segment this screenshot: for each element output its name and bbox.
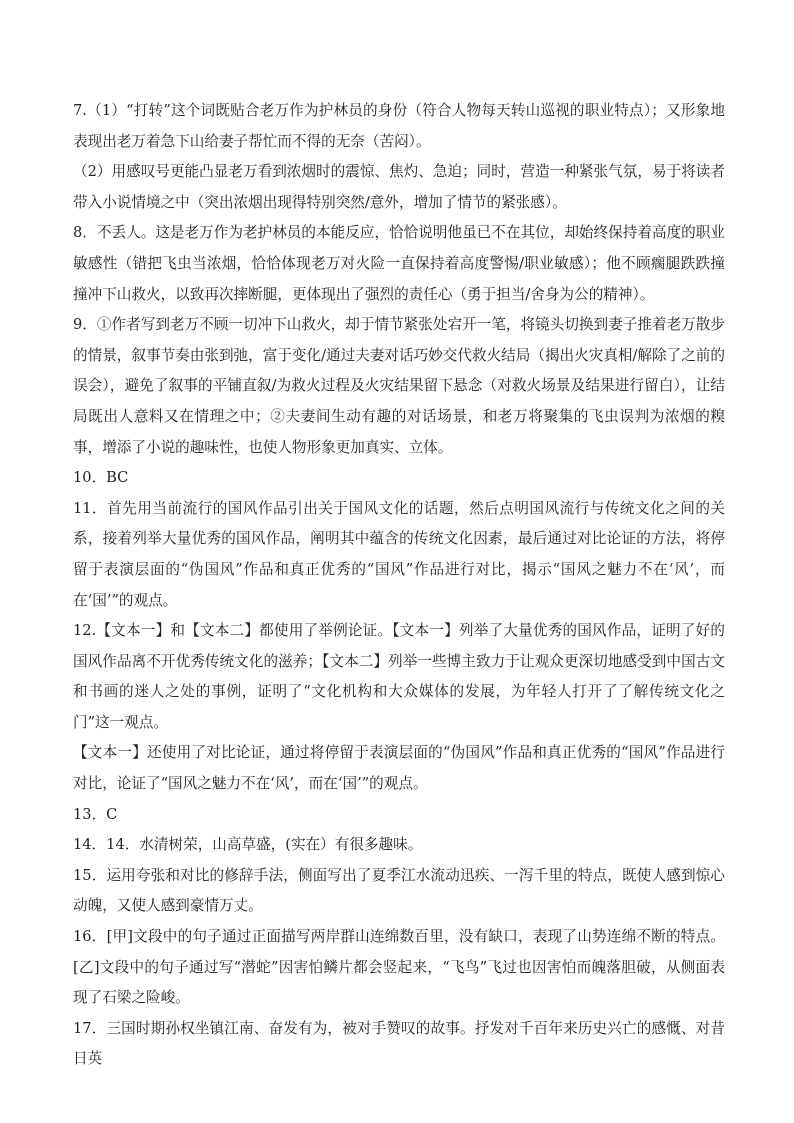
answer-q12-part2: 【文本一】还使用了对比论证，通过将停留于表演层面的“伪国风”作品和真正优秀的“国风”作品进行对比，论证了“国风之魅力不在‘风’，而在‘国’”的观点。 xyxy=(73,744,725,793)
answer-q11: 11．首先用当前流行的国风作品引出关于国风文化的话题，然后点明国风流行与传统文化之间的关系，接着列举大量优秀的国风作品，阐明其中蕴含的传统文化因素，最后通过对比论证的方法，将停留于表演层面的“伪国风”作品和真正优秀的“国风”作品进行对比，揭示“国风之魅力不在‘风’，而在‘国’”的观点。 xyxy=(73,499,725,609)
answer-q12-part1: 12.【文本一】和【文本二】都使用了举例论证。【文本一】列举了大量优秀的国风作品，证明了好的国风作品离不开优秀传统文化的滋养；【文本二】列举一些博主致力于让观众更深切地感受到中国古文和书画的迷人之处的事例，证明了“文化机构和大众媒体的发展，为年轻人打开了了解传统文化之门”这一观点。 xyxy=(73,622,725,731)
answer-q13: 13．C xyxy=(73,805,118,823)
answer-q9: 9．①作者写到老万不顾一切冲下山救火，却于情节紧张处宕开一笔，将镜头切换到妻子推着老万散步的情景，叙事节奏由张到弛，富于变化/通过夫妻对话巧妙交代救火结局（揭出火灾真相/解除了之前的误会），避免了叙事的平铺直叙/为救火过程及火灾结果留下悬念（对救火场景及结果进行留白），让结局既出人意料又在情理之中；②夫妻间生动有趣的对话场景，和老万将聚集的飞虫误判为浓烟的糗事，增添了小说的趣味性，也使人物形象更加真实、立体。 xyxy=(73,316,725,456)
answer-q7-part2: （2）用感叹号更能凸显老万看到浓烟时的震惊、焦灼、急迫；同时，营造一种紧张气氛，易于将读者带入小说情境之中（突出浓烟出现得特别突然/意外，增加了情节的紧张感）。 xyxy=(73,163,725,211)
answer-q17: 17．三国时期孙权坐镇江南、奋发有为，被对手赞叹的故事。抒发对千百年来历史兴亡的感慨、对昔日英 xyxy=(73,1019,725,1068)
answer-q7-part1: 7.（1）“打转”这个词既贴合老万作为护林员的身份（符合人物每天转山巡视的职业特点）；又形象地表现出老万着急下山给妻子帮忙而不得的无奈（苦闷）。 xyxy=(73,102,725,150)
answer-q15: 15．运用夸张和对比的修辞手法，侧面写出了夏季江水流动迅疾、一泻千里的特点，既使人感到惊心动魄，又使人感到豪情万丈。 xyxy=(73,866,725,915)
answer-document xyxy=(73,96,725,1075)
answer-q16: 16．[甲]文段中的句子通过正面描写两岸群山连绵数百里，没有缺口，表现了山势连绵不断的特点。[乙]文段中的句子通过写“潜蛇”因害怕鳞片都会竖起来，“飞鸟”飞过也因害怕而魄落胆破，从侧面表现了石梁之险峻。 xyxy=(73,928,725,1007)
answer-q10: 10．BC xyxy=(73,469,129,487)
answer-q8: 8．不丢人。这是老万作为老护林员的本能反应，恰恰说明他虽已不在其位，却始终保持着高度的职业敏感性（错把飞虫当浓烟，恰恰体现老万对火险一直保持着高度警惕/职业敏感）；他不顾瘸腿跌跌撞撞冲下山救火，以致再次摔断腿，更体现出了强烈的责任心（勇于担当/舍身为公的精神）。 xyxy=(73,224,725,303)
answer-q14: 14．14．水清树荣，山高草盛，(实在）有很多趣味。 xyxy=(73,836,423,854)
